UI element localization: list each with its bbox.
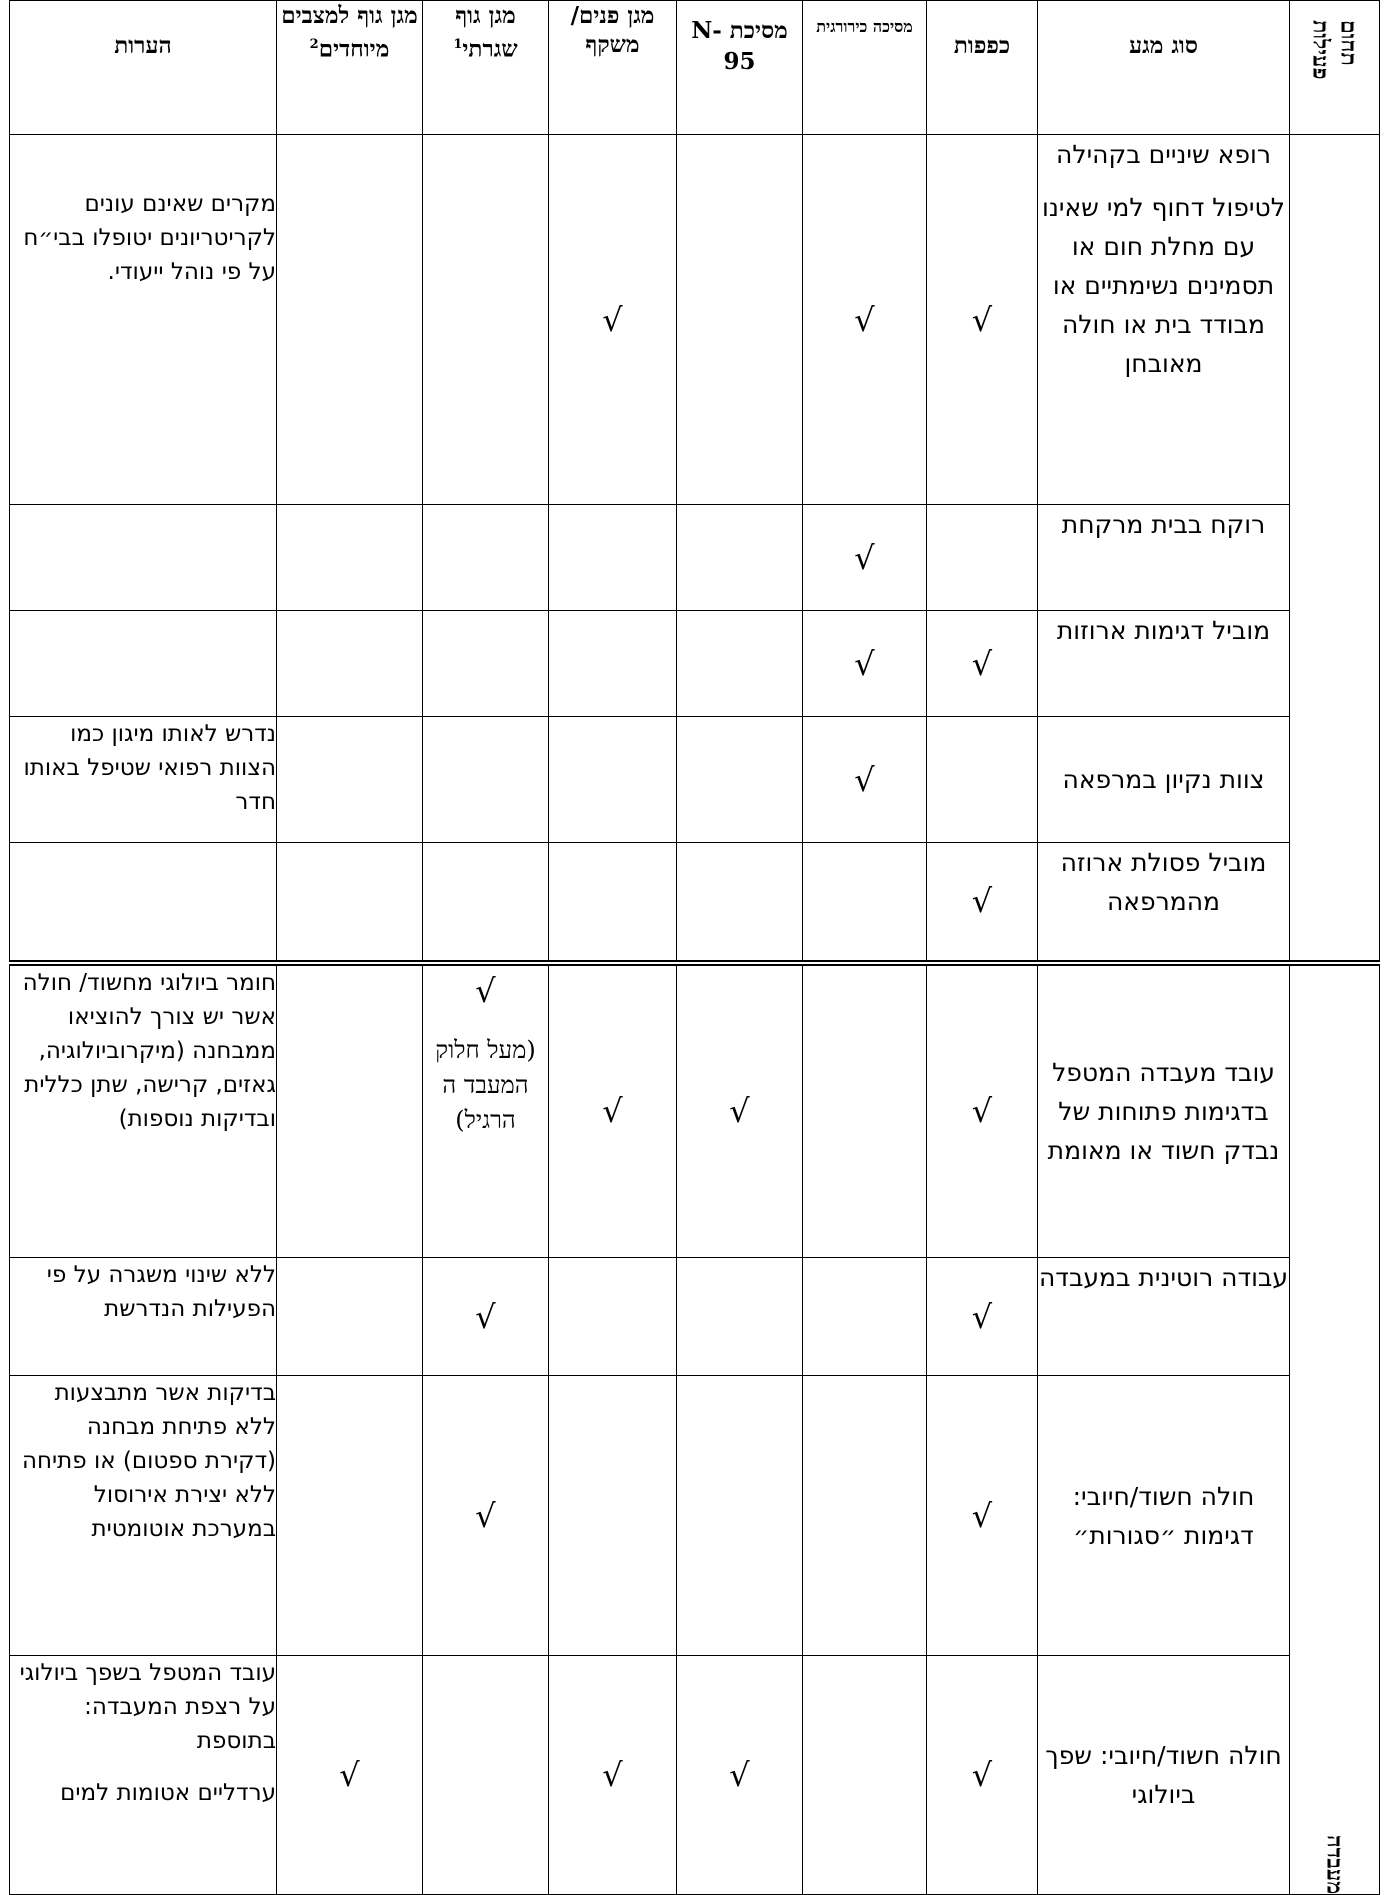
cell-gloves [927,135,1038,505]
check-mark: √ [602,1756,623,1794]
table-row [10,1376,1380,1656]
check-mark: √ [475,1496,496,1535]
contact-type-text: חולה חשוד/חיובי: שפך ביולוגי [1045,1741,1282,1809]
cell-n95-mask [677,843,803,963]
cell-surgical-mask [803,1656,927,1895]
cell-gloves [927,611,1038,717]
cell-gloves [927,843,1038,963]
notes-text: חומר ביולוגי מחשוד/ חולה אשר יש צורך להוציאו ממבחנה (מיקרוביולוגיה, גאזים, קרישה, שתן כללית ובדיקות נוספות) [22,969,276,1132]
cell-n95-mask [677,1258,803,1376]
notes-cell [10,611,277,717]
header-routine-gown-text: מגן גוף שגרתי [455,2,518,63]
notes-cell [10,963,277,1258]
contact-type-text: עובד מעבדה המטפל בדגימות פתוחות של נבדק חשוד או מאומת [1047,1057,1280,1165]
notes-text: נדרש לאותו מיגון כמו הצוות רפואי שטיפל באותו חדר [23,721,276,815]
table-row [10,1656,1380,1895]
cell-face-shield [549,1376,677,1656]
check-mark: √ [971,1756,993,1794]
contact-type-cell [1038,717,1290,843]
cell-special-gown [277,843,423,963]
cell-gloves [927,505,1038,611]
notes-text: בדיקות אשר מתבצעות ללא פתיחת מבחנה (דקירת ספטום) או פתיחה ללא יצירת אירוסול במערכת אוטומטית [21,1380,276,1542]
table-row [10,135,1380,505]
cell-n95-mask [677,717,803,843]
check-mark: √ [971,300,993,339]
notes-text: מקרים שאינם עונים לקריטריונים יטופלו בבי״ח על פי נוהל ייעודי. [23,191,276,285]
header-field [1290,1,1380,135]
header-field-text: תחום פעילות [1307,19,1362,80]
contact-type-cell [1038,963,1290,1258]
check-mark: √ [854,644,875,683]
notes-cell [10,1376,277,1656]
check-mark: √ [729,1092,750,1131]
cell-gloves [927,963,1038,1258]
table-row [10,843,1380,963]
header-special-gown-text: מגן גוף למצבים מיוחדים [281,2,418,63]
table-row [10,1258,1380,1376]
notes-cell [10,135,277,505]
header-notes: הערות [10,1,277,135]
header-row [10,1,1380,135]
notes-cell [10,717,277,843]
cell-face-shield [549,717,677,843]
header-routine-gown [423,1,549,135]
section-cell [1290,135,1380,963]
check-mark: √ [602,1092,623,1131]
cell-routine-gown [423,963,549,1258]
contact-type-text: מוביל דגימות ארוזות [1056,616,1271,645]
cell-n95-mask [677,963,803,1258]
section-label: מעבדה [1321,1834,1348,1894]
cell-surgical-mask [803,135,927,505]
cell-special-gown [277,611,423,717]
table-row [10,717,1380,843]
header-face-shield: מגן פנים/ משקף [549,1,677,135]
cell-special-gown [277,135,423,505]
contact-type-text: עבודה רוטינית במעבדה [1038,1263,1289,1292]
contact-type-cell [1038,1656,1290,1895]
contact-type-text: חולה חשוד/חיובי: דגימות ״סגורות״ [1072,1481,1255,1550]
footnote-1-marker: 1 [453,37,463,52]
cell-n95-mask [677,1376,803,1656]
cell-surgical-mask [803,717,927,843]
cell-n95-mask [677,505,803,611]
header-special-gown [277,1,423,135]
cell-face-shield [549,505,677,611]
routine-gown-note: (מעל חלוק המעבד ה הרגיל) [435,1035,536,1134]
notes-cell [10,843,277,963]
contact-type-cell [1038,843,1290,963]
table-row [10,963,1380,1258]
contact-type-cell [1038,505,1290,611]
contact-type-text: מוביל פסולת ארוזה מהמרפאה [1060,848,1267,916]
cell-surgical-mask [803,1258,927,1376]
ppe-table [9,0,1380,1895]
cell-n95-mask [677,611,803,717]
header-contact-type: סוג מגע [1038,1,1290,135]
check-mark: √ [339,1756,360,1794]
check-mark: √ [971,1496,993,1535]
cell-special-gown [277,717,423,843]
contact-type-text: לטיפול דחוף למי שאינו עם מחלת חום או תסמינים נשימתיים או מבודד בית או חולה מאובחן [1042,193,1285,378]
cell-face-shield [549,135,677,505]
header-n95-mask: מסיכת N-95 [677,1,803,135]
check-mark: √ [971,1297,993,1336]
cell-face-shield [549,1656,677,1895]
check-mark: √ [971,882,993,921]
notes-text: ערדליים אטומות למים [60,1780,276,1806]
cell-gloves [927,1656,1038,1895]
check-mark: √ [854,538,875,577]
table-row [10,505,1380,611]
cell-routine-gown [423,717,549,843]
cell-face-shield [549,963,677,1258]
header-gloves: כפפות [927,1,1038,135]
header-surgical-mask: מסיכה כירורגית [803,1,927,135]
check-mark: √ [475,971,496,1010]
cell-special-gown [277,1258,423,1376]
footnote-2-marker: 2 [309,37,319,52]
cell-face-shield [549,843,677,963]
contact-type-cell [1038,135,1290,505]
contact-type-text: צוות נקיון במרפאה [1062,765,1265,794]
cell-routine-gown [423,1258,549,1376]
check-mark: √ [854,300,875,339]
cell-surgical-mask [803,843,927,963]
cell-gloves [927,717,1038,843]
check-mark: √ [602,300,623,339]
check-mark: √ [854,760,875,799]
contact-type-cell [1038,1258,1290,1376]
cell-gloves [927,1258,1038,1376]
notes-text: עובד המטפל בשפך ביולוגי על רצפת המעבדה: בתוספת [19,1660,276,1754]
section-cell [1290,963,1380,1895]
cell-surgical-mask [803,611,927,717]
cell-routine-gown [423,135,549,505]
cell-routine-gown [423,505,549,611]
notes-text: ללא שינוי משגרה על פי הפעילות הנדרשת [46,1262,276,1322]
contact-type-cell [1038,1376,1290,1656]
cell-special-gown [277,963,423,1258]
cell-routine-gown [423,1376,549,1656]
cell-n95-mask [677,1656,803,1895]
contact-type-cell [1038,611,1290,717]
notes-cell [10,1258,277,1376]
table-row [10,611,1380,717]
cell-special-gown [277,505,423,611]
cell-special-gown [277,1656,423,1895]
cell-surgical-mask [803,963,927,1258]
cell-face-shield [549,611,677,717]
check-mark: √ [475,1297,496,1336]
cell-routine-gown [423,843,549,963]
check-mark: √ [971,1092,993,1131]
cell-face-shield [549,1258,677,1376]
cell-surgical-mask [803,1376,927,1656]
contact-type-text: רופא שיניים בקהילה [1056,140,1271,169]
cell-gloves [927,1376,1038,1656]
cell-routine-gown [423,1656,549,1895]
notes-cell [10,505,277,611]
cell-n95-mask [677,135,803,505]
check-mark: √ [971,644,993,683]
cell-surgical-mask [803,505,927,611]
contact-type-text: רוקח בבית מרקחת [1061,510,1266,539]
cell-special-gown [277,1376,423,1656]
notes-cell [10,1656,277,1895]
cell-routine-gown [423,611,549,717]
table-body [10,135,1380,1895]
check-mark: √ [729,1756,750,1794]
